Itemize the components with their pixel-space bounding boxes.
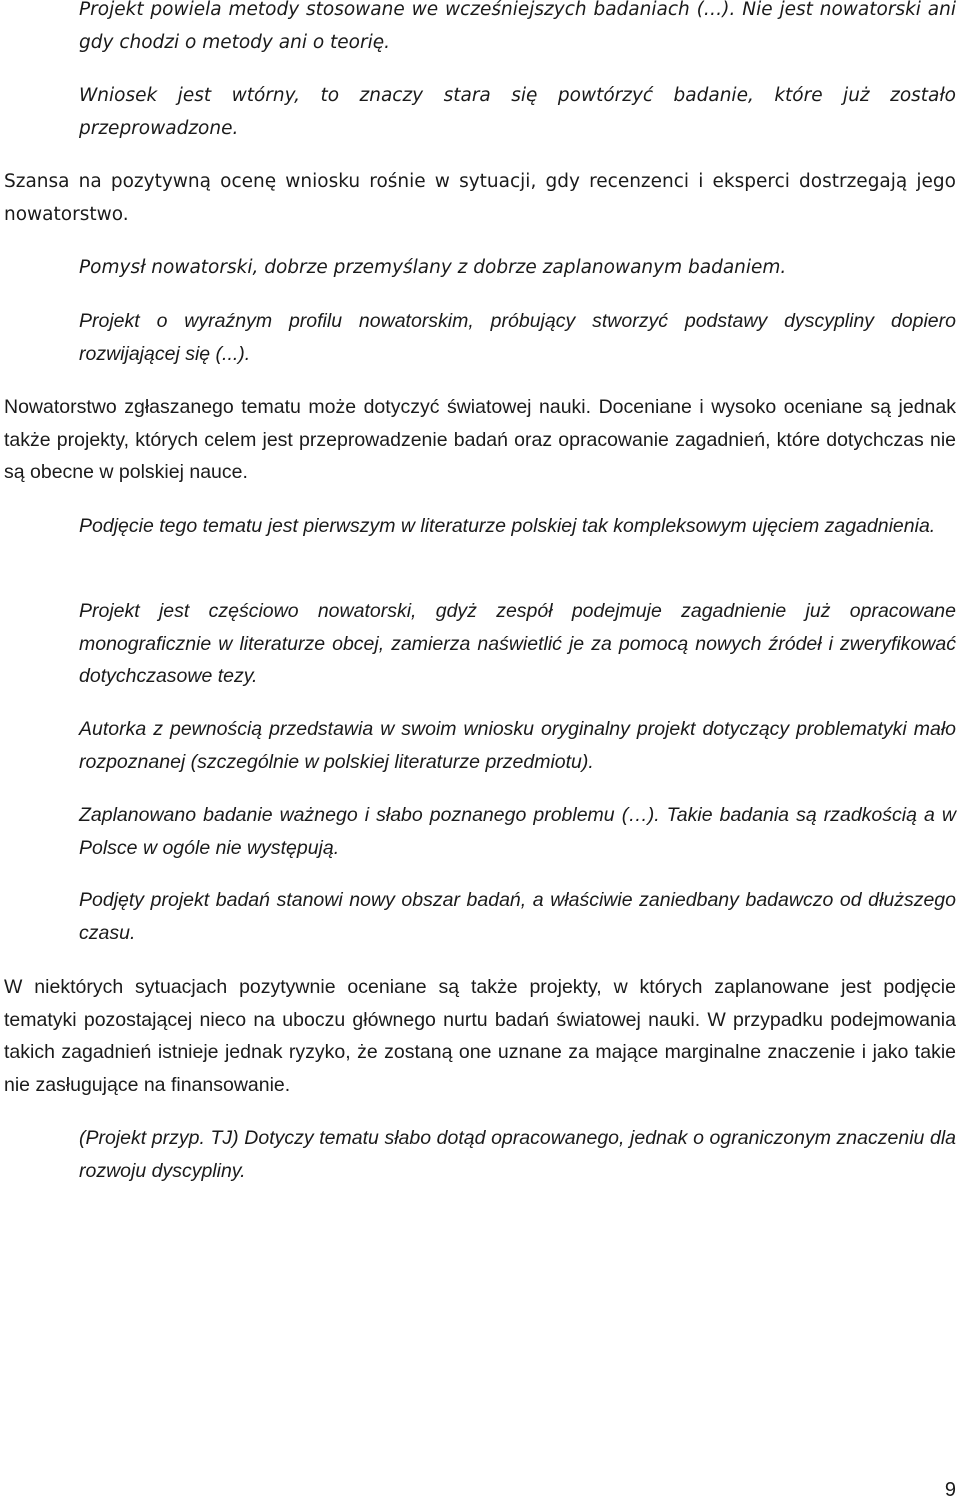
body-paragraph: W niektórych sytuacjach pozytywnie oceniane są także projekty, w których zaplanowane jest podjęcie tematyki pozostającej nieco na uboczu głównego nurtu badań światowej nauki. W przypadku podejmowania takich zagadnień istnieje jednak ryzyko, że zostaną one uznane za mające marginalne znaczenie i jako takie nie zasługujące na finansowanie. [4,976,956,1096]
body-paragraph: Nowatorstwo zgłaszanego tematu może dotyczyć światowej nauki. Doceniane i wysoko oceniane są jednak także projekty, których celem jest przeprowadzenie badań oraz opracowanie zagadnień, które dotychczas nie są obecne w polskiej nauce. [4,396,956,483]
quote-paragraph: Zaplanowano badanie ważnego i słabo poznanego problemu (…). Takie badania są rzadkością a w Polsce w ogóle nie występują. [79,804,956,859]
quote-paragraph: Pomysł nowatorski, dobrze przemyślany z dobrze zaplanowanym badaniem. [79,257,787,278]
quote-paragraph: Autorka z pewnością przedstawia w swoim wniosku oryginalny projekt dotyczący problematyki mało rozpoznanej (szczególnie w polskiej literaturze przedmiotu). [79,718,956,773]
page-number: 9 [944,1479,956,1501]
quote-paragraph: Podjęty projekt badań stanowi nowy obszar badań, a właściwie zaniedbany badawczo od dłuższego czasu. [79,889,956,944]
quote-paragraph: Podjęcie tego tematu jest pierwszym w literaturze polskiej tak kompleksowym ujęciem zagadnienia. [79,515,936,537]
quote-paragraph: Projekt o wyraźnym profilu nowatorskim, próbujący stworzyć podstawy dyscypliny dopiero rozwijającej się (...). [79,310,956,365]
quote-paragraph: Projekt jest częściowo nowatorski, gdyż zespół podejmuje zagadnienie już opracowane monograficznie w literaturze obcej, zamierza naświetlić je za pomocą nowych źródeł i zweryfikować dotychczasowe tezy. [79,600,956,687]
quote-paragraph: Wniosek jest wtórny, to znaczy stara się powtórzyć badanie, które już zostało przeprowadzone. [79,85,956,139]
quote-paragraph: (Projekt przyp. TJ) Dotyczy tematu słabo dotąd opracowanego, jednak o ograniczonym znaczeniu dla rozwoju dyscypliny. [79,1127,956,1182]
quote-paragraph: Projekt powiela metody stosowane we wcześniejszych badaniach (…). Nie jest nowatorski ani gdy chodzi o metody ani o teorię. [79,0,956,53]
body-paragraph: Szansa na pozytywną ocenę wniosku rośnie w sytuacji, gdy recenzenci i eksperci dostrzegają jego nowatorstwo. [4,171,956,225]
